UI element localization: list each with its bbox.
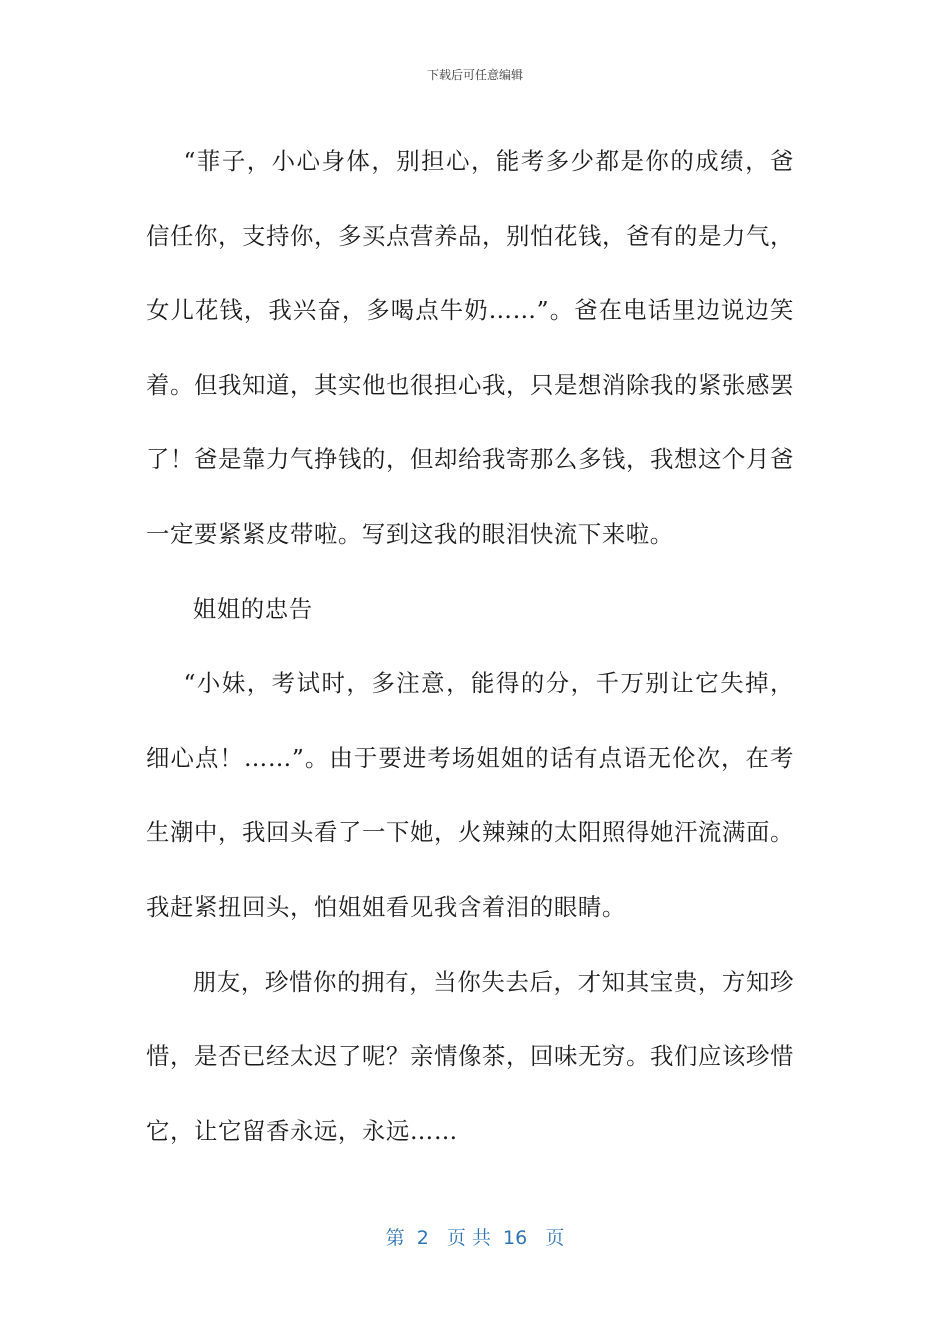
paragraph-father-call: “菲子，小心身体，别担心，能考多少都是你的成绩，爸信任你，支持你，多买点营养品，别怕花钱，爸有的是力气，女儿花钱，我兴奋，多喝点牛奶……”。爸在电话里边说边笑着。但我知道，其实他也很担心我，只是想消除我的紧张感罢了！爸是靠力气挣钱的，但却给我寄那么多钱，我想这个月爸一定要紧紧皮带啦。写到这我的眼泪快流下来啦。	[146, 147, 794, 548]
paragraph-sister-advice: “小妹，考试时，多注意，能得的分，千万别让它失掉，细心点！……”。由于要进考场姐姐的话有点语无伦次，在考生潮中，我回头看了一下她，火辣辣的太阳照得她汗流满面。我赶紧扭回头，怕姐姐看见我含着泪的眼睛。	[146, 669, 794, 921]
section-heading-sister-advice: 姐姐的忠告	[192, 594, 313, 623]
page-header: 下载后可任意编辑	[426, 68, 523, 82]
page-number-footer: 第 2 页 共 16 页	[385, 1227, 565, 1249]
paragraph-closing: 朋友，珍惜你的拥有，当你失去后，才知其宝贵，方知珍惜，是否已经太迟了呢？亲情像茶，回味无穷。我们应该珍惜它，让它留香永远，永远……	[146, 967, 794, 1145]
document-body	[146, 124, 794, 1168]
